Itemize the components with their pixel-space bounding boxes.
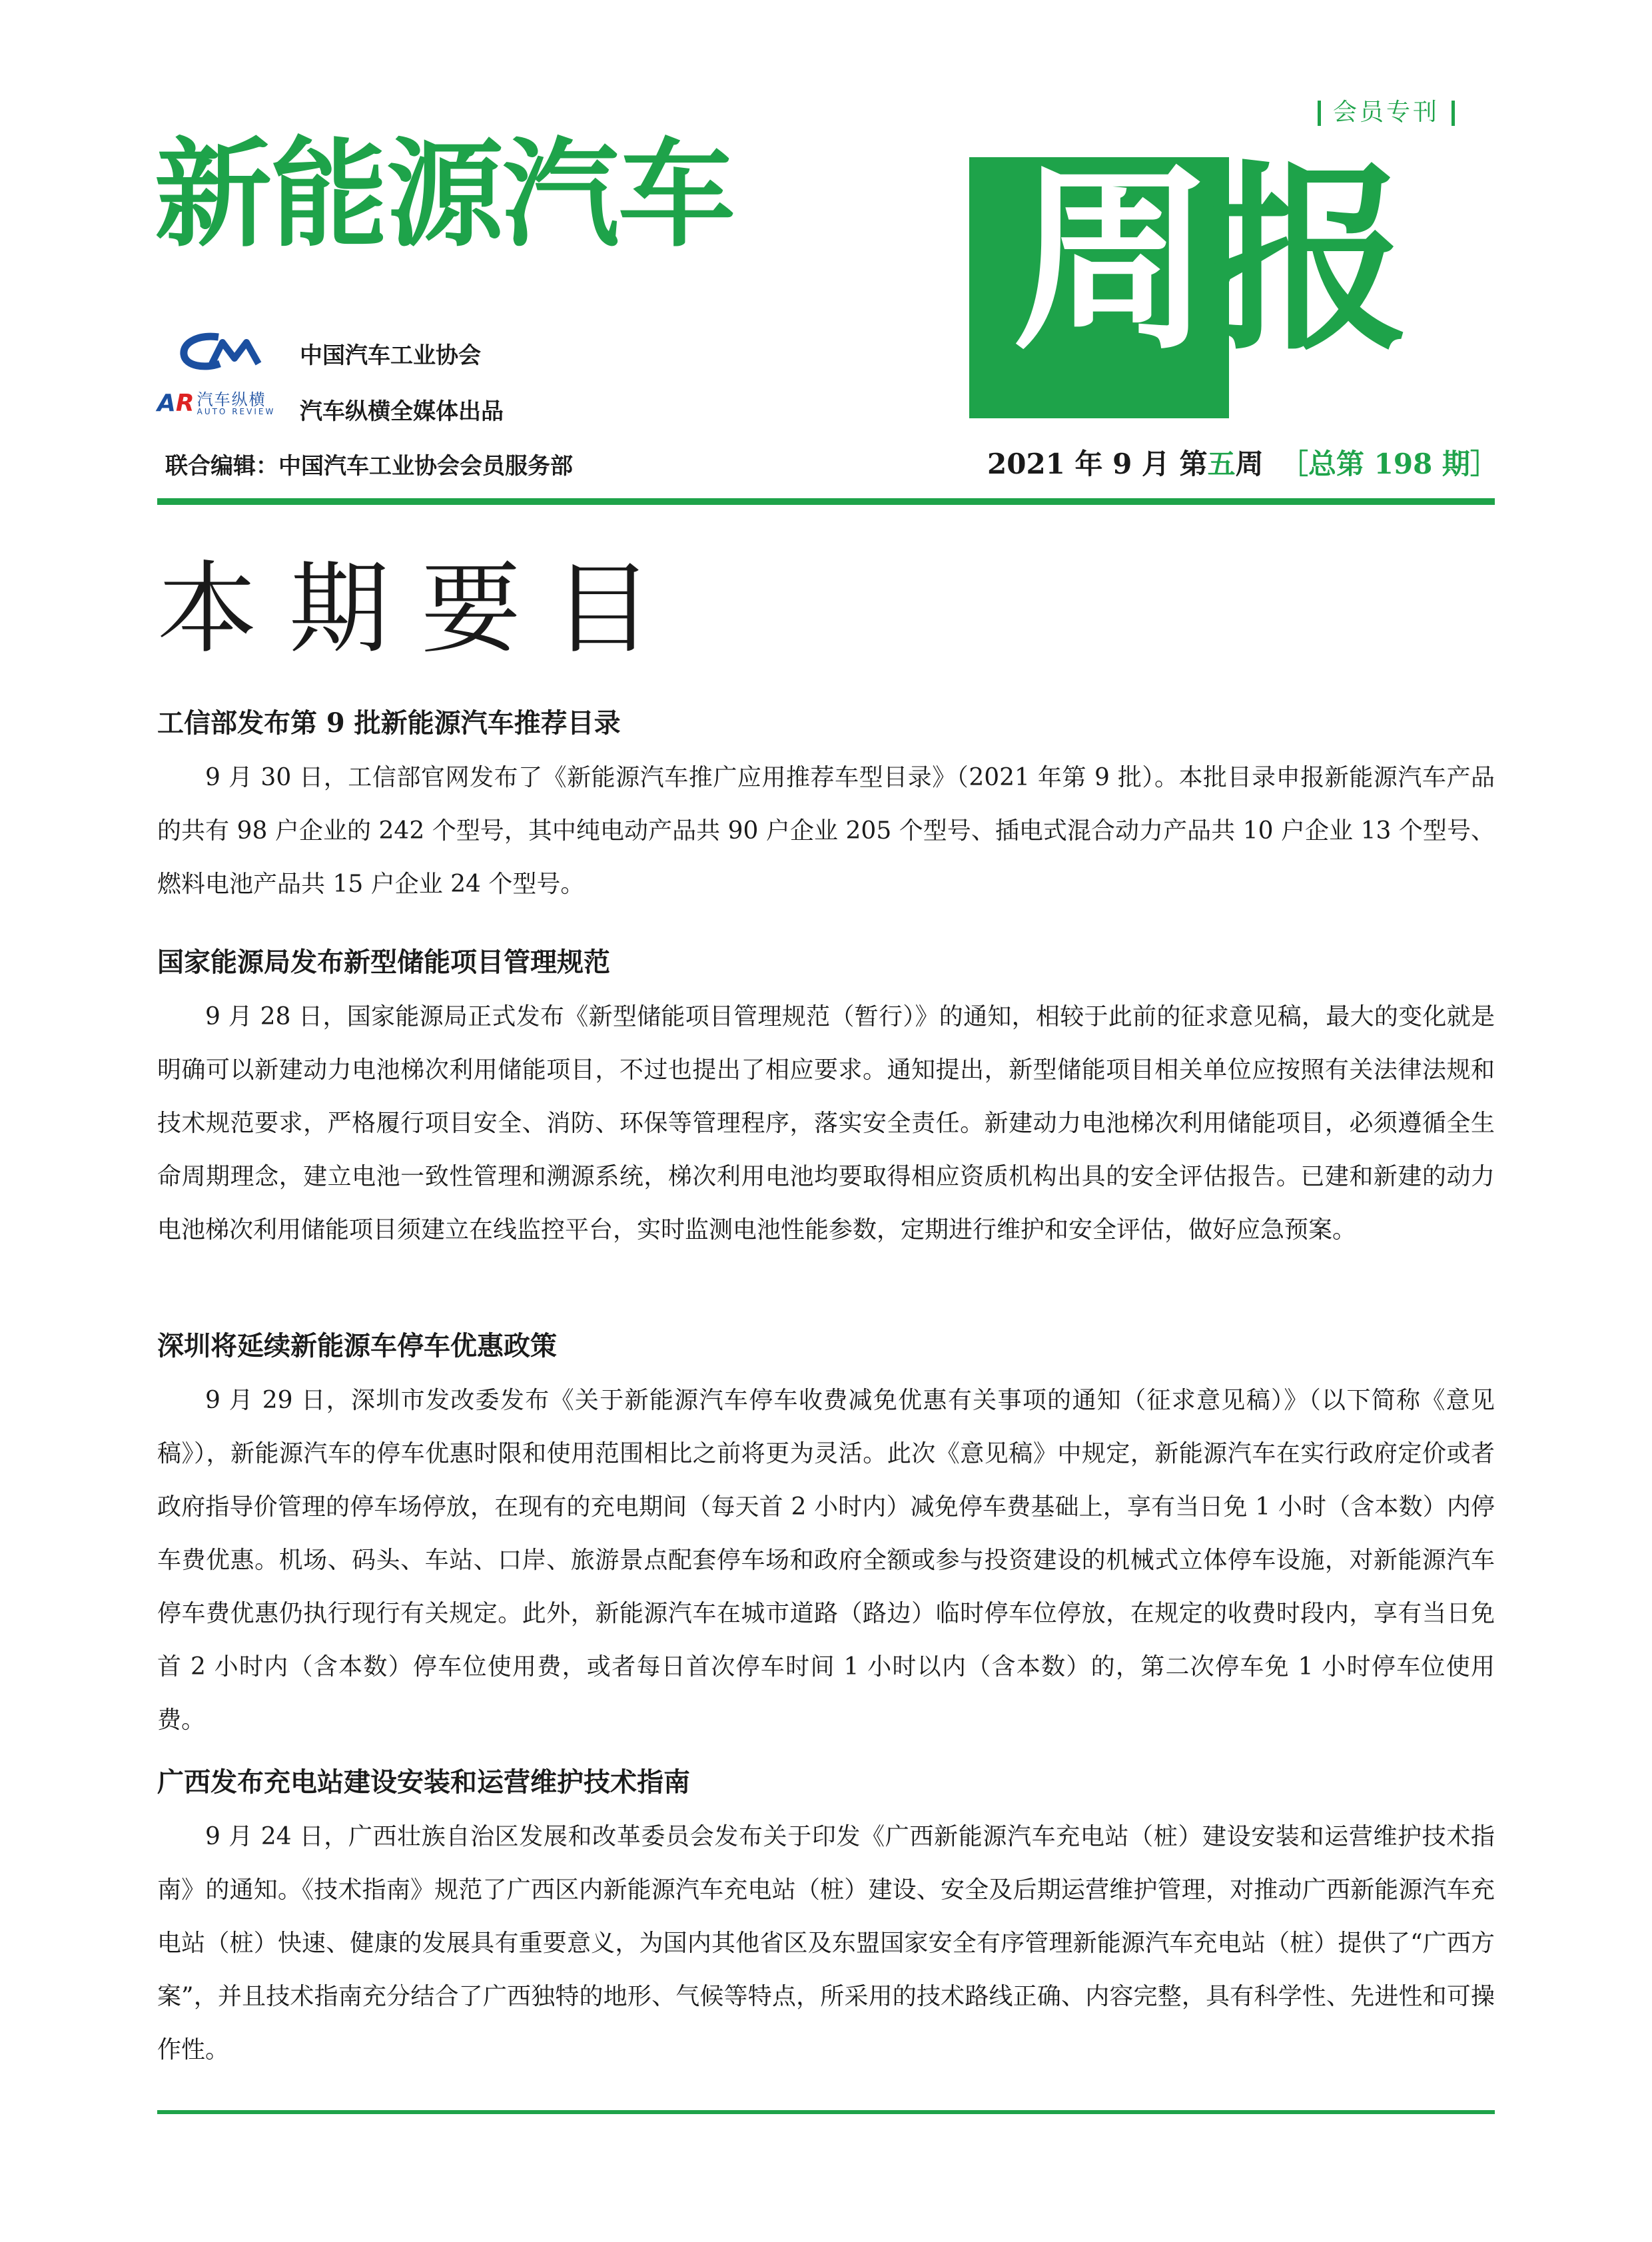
member-edition-tag [1306,93,1467,127]
footer-divider [157,2110,1495,2114]
article-title: 深圳将延续新能源车停车优惠政策 [157,1330,557,1361]
auto-review-logo [157,390,275,417]
article-item [157,944,1495,1257]
toc-heading: 本期要目 [157,552,685,667]
auto-review-logo-cn: 汽车纵横 [197,390,266,409]
org-caam-name: 中国汽车工业协会 [300,342,481,369]
issue-week: 五 [1207,448,1236,480]
org-auto-review-name: 汽车纵横全媒体出品 [300,398,504,425]
tag-right-bar [1451,101,1455,126]
member-tag-text: 会员专刊 [1333,99,1440,126]
auto-review-logo-en: AUTO REVIEW [197,406,276,416]
issue-date [987,442,1264,482]
article-body: 9 月 28 日，国家能源局正式发布《新型储能项目管理规范（暂行）》的通知，相较于此前的征求意见稿，最大的变化就是明确可以新建动力电池梯次利用储能项目，不过也提出了相应要求。通知提出，新型储能项目相关单位应按照有关法律法规和技术规范要求，严格履行项目安全、消防、环保等管理程序，落实安全责任。新建动力电池梯次利用储能项目，必须遵循全生命周期理念，建立电池一致性管理和溯源系统，梯次利用电池均要取得相应资质机构出具的安全评估报告。已建和新建的动力电池梯次利用储能项目须建立在线监控平台，实时监测电池性能参数，定期进行维护和安全评估，做好应急预案。 [157,1003,1495,1244]
article-item [157,1764,1495,2077]
masthead-title: 新能源汽车 [155,127,735,263]
article-title: 工信部发布第 9 批新能源汽车推荐目录 [157,707,621,739]
weekly-char-zhou: 周 [1013,145,1210,377]
article-body: 9 月 24 日，广西壮族自治区发展和改革委员会发布关于印发《广西新能源汽车充电站（桩）建设安装和运营维护技术指南》的通知。《技术指南》规范了广西区内新能源汽车充电站（桩）建设、安全及后期运营维护管理，对推动广西新能源汽车充电站（桩）快速、健康的发展具有重要意义，为国内其他省区及东盟国家安全有序管理新能源汽车充电站（桩）提供了“广西方案”，并且技术指南充分结合了广西独特的地形、气候等特点，所采用的技术路线正确、内容完整，具有科学性、先进性和可操作性。 [157,1823,1495,2063]
header-divider [157,498,1495,505]
auto-review-mark-icon: AR [157,390,195,417]
issue-date-prefix: 2021 年 9 月 第 [987,448,1208,480]
weekly-char-bao: 报 [1210,145,1407,377]
article-item [157,705,1495,911]
article-body: 9 月 29 日，深圳市发改委发布《关于新能源汽车停车收费减免优惠有关事项的通知（征求意见稿）》（以下简称《意见稿》），新能源汽车的停车优惠时限和使用范围相比之前将更为灵活。此次《意见稿》中规定，新能源汽车在实行政府定价或者政府指导价管理的停车场停放，在现有的充电期间（每天首 2 小时内）减免停车费基础上，享有当日免 1 小时（含本数）内停车费优惠。机场、码头、车站、口岸、旅游景点配套停车场和政府全额或参与投资建设的机械式立体停车设施，对新能源汽车停车费优惠仍执行现行有关规定。此外，新能源汽车在城市道路（路边）临时停车位停放，在规定的收费时段内，享有当日免首 2 小时内（含本数）停车位使用费，或者每日首次停车时间 1 小时以内（含本数）的，第二次停车免 1 小时停车位使用费。 [157,1387,1495,1734]
article-body: 9 月 30 日，工信部官网发布了《新能源汽车推广应用推荐车型目录》（2021 年第 9 批）。本批目录申报新能源汽车产品的共有 98 户企业的 242 个型号，其中纯电动产品共 90 户企业 205 个型号、插电式混合动力产品共 10 户企业 13 个型号、燃料电池产品共 15 户企业 24 个型号。 [157,764,1495,898]
caam-logo-icon [179,332,272,372]
joint-editor-line: 联合编辑：中国汽车工业协会会员服务部 [165,453,573,480]
article-title: 广西发布充电站建设安装和运营维护技术指南 [157,1766,690,1798]
article-title: 国家能源局发布新型储能项目管理规范 [157,946,610,978]
issue-total-number: ［总第 198 期］ [1280,448,1498,480]
issue-date-suffix: 周 [1235,448,1264,480]
masthead-weekly [1013,145,1407,377]
article-item [157,1327,1495,1747]
tag-left-bar [1318,101,1321,126]
